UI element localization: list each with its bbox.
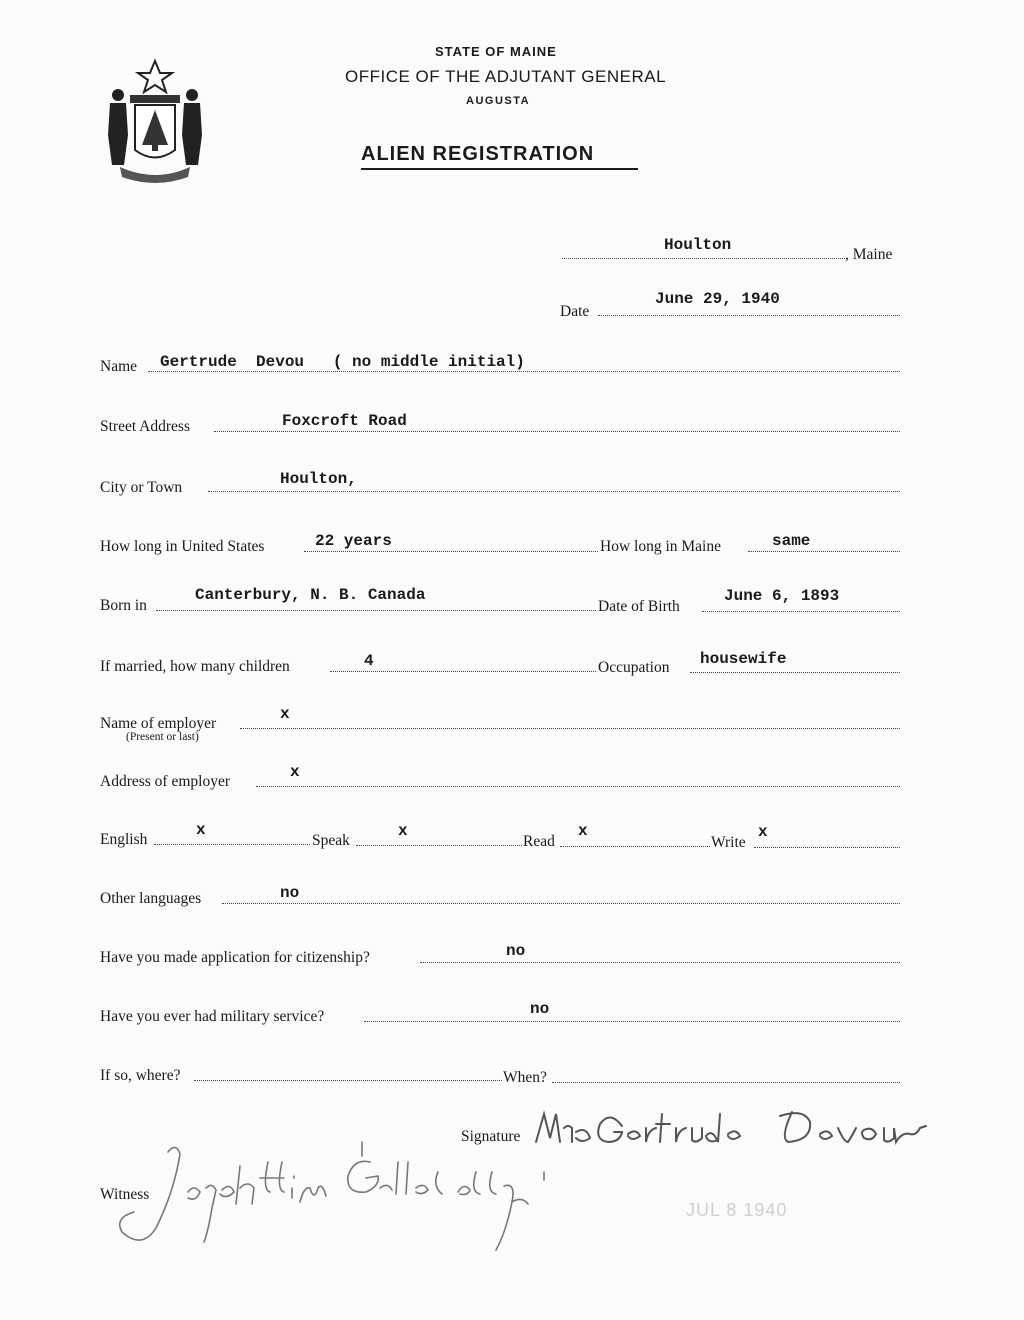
witness-label: Witness [100, 1186, 150, 1203]
how-long-maine-line [748, 551, 900, 552]
form-title: ALIEN REGISTRATION [361, 143, 595, 165]
occupation-line [690, 672, 900, 673]
speak-label: Speak [312, 832, 350, 849]
date-label: Date [560, 303, 590, 320]
how-long-us-value: 22 years [315, 532, 392, 550]
employer-address-line [256, 786, 900, 787]
employer-line [240, 728, 900, 729]
write-value: x [758, 823, 768, 841]
citizenship-value: no [506, 942, 526, 960]
military-value: no [530, 1000, 550, 1018]
title-underline [361, 168, 638, 170]
street-label: Street Address [100, 418, 190, 435]
born-in-value: Canterbury, N. B. Canada [195, 586, 426, 604]
other-languages-label: Other languages [100, 890, 202, 907]
english-line [154, 844, 310, 845]
date-value: June 29, 1940 [655, 290, 780, 308]
employer-label: Name of employer [100, 715, 217, 732]
speak-line [356, 845, 522, 846]
received-date-stamp: JUL 8 1940 [686, 1200, 788, 1220]
english-label: English [100, 831, 148, 848]
citizenship-line [420, 962, 900, 963]
other-languages-line [222, 903, 900, 904]
write-line [754, 847, 900, 848]
town-line [562, 258, 845, 259]
state-seal-icon [100, 55, 210, 185]
name-value: Gertrude Devou ( no middle initial) [160, 353, 525, 371]
employer-address-value: x [290, 763, 300, 781]
city-value: Houlton, [280, 470, 357, 488]
town-value: Houlton [664, 236, 732, 254]
city-line [208, 491, 900, 492]
witness-signature-handwriting [108, 1132, 588, 1262]
how-long-us-label: How long in United States [100, 538, 265, 555]
other-languages-value: no [280, 884, 300, 902]
employer-value: x [280, 705, 290, 723]
how-long-maine-label: How long in Maine [600, 538, 721, 555]
read-value: x [578, 822, 588, 840]
military-label: Have you ever had military service? [100, 1008, 325, 1025]
state-heading: STATE OF MAINE [435, 44, 557, 59]
employer-address-label: Address of employer [100, 773, 230, 790]
born-in-label: Born in [100, 597, 147, 614]
signature-handwriting [530, 1098, 970, 1158]
children-label: If married, how many children [100, 658, 290, 675]
english-value: x [196, 821, 206, 839]
city-heading: AUGUSTA [466, 95, 531, 107]
street-line [214, 431, 900, 432]
how-long-maine-value: same [772, 532, 811, 550]
date-line [598, 315, 900, 316]
when-line [552, 1082, 900, 1083]
signature-label: Signature [461, 1128, 521, 1145]
office-heading: OFFICE OF THE ADJUTANT GENERAL [345, 67, 667, 86]
name-line [148, 371, 900, 372]
employer-sublabel: (Present or last) [126, 731, 199, 743]
city-label: City or Town [100, 479, 183, 496]
read-label: Read [523, 833, 555, 850]
read-line [560, 846, 710, 847]
where-line [194, 1080, 502, 1081]
occupation-label: Occupation [598, 659, 670, 676]
where-label: If so, where? [100, 1067, 181, 1084]
occupation-value: housewife [700, 650, 787, 668]
children-value: 4 [364, 652, 374, 670]
born-in-line [156, 610, 596, 611]
dob-value: June 6, 1893 [724, 587, 840, 605]
military-line [364, 1021, 900, 1022]
write-label: Write [711, 834, 746, 851]
when-label: When? [503, 1069, 547, 1086]
speak-value: x [398, 822, 408, 840]
dob-label: Date of Birth [598, 598, 680, 615]
maine-label: , Maine [845, 246, 893, 263]
children-line [330, 671, 596, 672]
how-long-us-line [304, 551, 598, 552]
dob-line [702, 611, 900, 612]
name-label: Name [100, 358, 138, 375]
citizenship-label: Have you made application for citizenship? [100, 949, 370, 966]
street-value: Foxcroft Road [282, 412, 407, 430]
